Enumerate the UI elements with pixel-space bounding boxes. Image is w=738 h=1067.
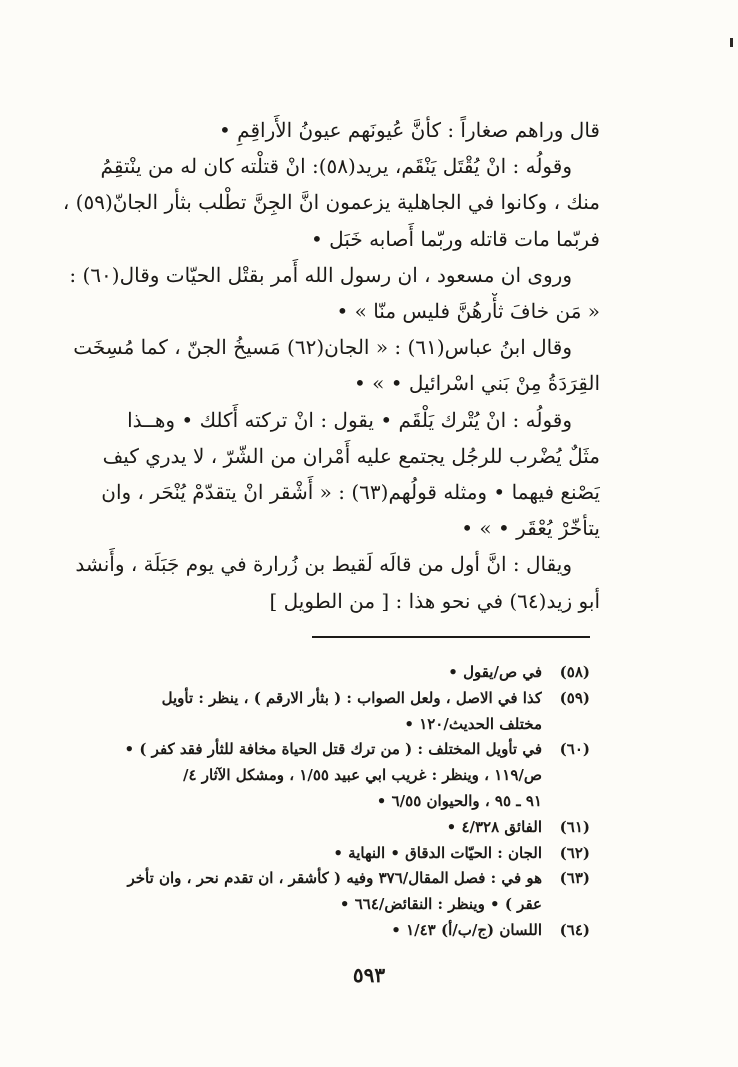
footnote-number: (٦٤) <box>559 920 590 939</box>
footnote-text: هو في : فصل المقال/٣٧٦ وفيه ( كأشقر ، ان تقدم نحر ، وان تأخر <box>127 869 542 888</box>
footnote-64 <box>58 918 590 944</box>
text-line: قال وراهم صغاراً : كأنَّ عُيونَهم عيونُ الأَراقِمِ • <box>219 118 600 142</box>
text-line: أبو زيد(٦٤) في نحو هذا : [ من الطويل ] <box>269 588 600 613</box>
footnote-62 <box>58 841 590 867</box>
text-line: يتأخّرْ يُعْقَر • » • <box>461 516 600 541</box>
footnote-text: ٩١ ـ ٩٥ ، والحيوان ٦/٥٥ • <box>376 791 542 810</box>
text-line: فربّما مات قاتله وربّما أَصابه خَبَل • <box>311 226 600 251</box>
text-line: وقال ابنُ عباس(٦١) : « الجان(٦٢) مَسيخُ الجنّ ، كما مُسِخَت <box>73 335 572 360</box>
footnote-text: كذا في الاصل ، ولعل الصواب : ( بثأر الارقم ) ، ينظر : تأويل <box>161 688 542 707</box>
footnote-number: (٥٩) <box>559 688 590 707</box>
footnote-number: (٦٢) <box>559 843 590 862</box>
footnote-60 <box>58 737 590 814</box>
footnote-text: في تأويل المختلف : ( من ترك قتل الحياة مخافة للثأر فقد كفر ) • <box>124 740 542 759</box>
footnote-59 <box>58 686 590 738</box>
text-line: وقولُه : انْ يُقْتَل يَنْقَم، يريد(٥٨): انْ قتلْته كان له من ينْتقِمُ <box>100 154 572 179</box>
page-number: ٥٩٣ <box>352 963 386 987</box>
footnote-text: الفائق ٤/٣٢٨ • <box>446 817 542 836</box>
main-text <box>62 112 600 619</box>
footnote-63 <box>58 866 590 918</box>
footnote-number: (٦٠) <box>559 740 590 759</box>
footnote-text: الجان : الحيّات الدقاق • النهاية • <box>333 843 542 862</box>
text-line: وروى ان مسعود ، ان رسول الله أَمر بقتْل الحيّات وقال(٦٠) : <box>69 262 572 287</box>
footnote-divider <box>312 636 590 638</box>
text-line: ويقال : انَّ أول من قالَه لَقيط بن زُرارة في يوم جَبَلَة ، وأَنشد <box>75 552 572 577</box>
text-line: منك ، وكانوا في الجاهلية يزعمون انَّ الجِنَّ تطْلب بثأر الجانّ(٥٩) ، <box>62 190 600 215</box>
footnote-58 <box>58 660 590 686</box>
text-line: مثَلٌ يُضْرب للرجُل يجتمع عليه أَمْران من الشّرّ ، لا يدري كيف <box>102 443 600 468</box>
footnotes <box>58 660 590 944</box>
footnote-text: اللسان (ج/ب/أ) ١/٤٣ • <box>391 920 542 939</box>
footnote-61 <box>58 815 590 841</box>
footnote-text: في ص/يقول • <box>448 663 542 681</box>
text-line: وقولُه : انْ يُتْرك يَلْقَم • يقول : انْ تركته أَكلك • وهــذا <box>127 407 572 432</box>
text-line: يَصْنع فيهما • ومثله قولُهم(٦٣) : « أَشْقر انْ يتقدّمْ يُنْحَر ، وان <box>101 480 600 505</box>
footnote-number: (٦٣) <box>559 869 590 888</box>
edge-mark <box>730 38 733 47</box>
footnote-text: مختلف الحديث/١٢٠ • <box>404 714 542 733</box>
footnote-text: عقر ) • وينظر : النقائض/٦٦٤ • <box>339 895 542 914</box>
text-line: « مَن خافَ ثأْرهُنَّ فليس منّا » • <box>336 299 600 324</box>
footnote-number: (٦١) <box>559 817 590 836</box>
footnote-number: (٥٨) <box>559 663 590 681</box>
text-line: القِرَدَةُ مِنْ بَني اسْرائيل • » • <box>353 371 600 396</box>
footnote-text: ص/١١٩ ، وينظر : غريب ابي عبيد ١/٥٥ ، ومشكل الآثار ٤/ <box>183 766 542 785</box>
